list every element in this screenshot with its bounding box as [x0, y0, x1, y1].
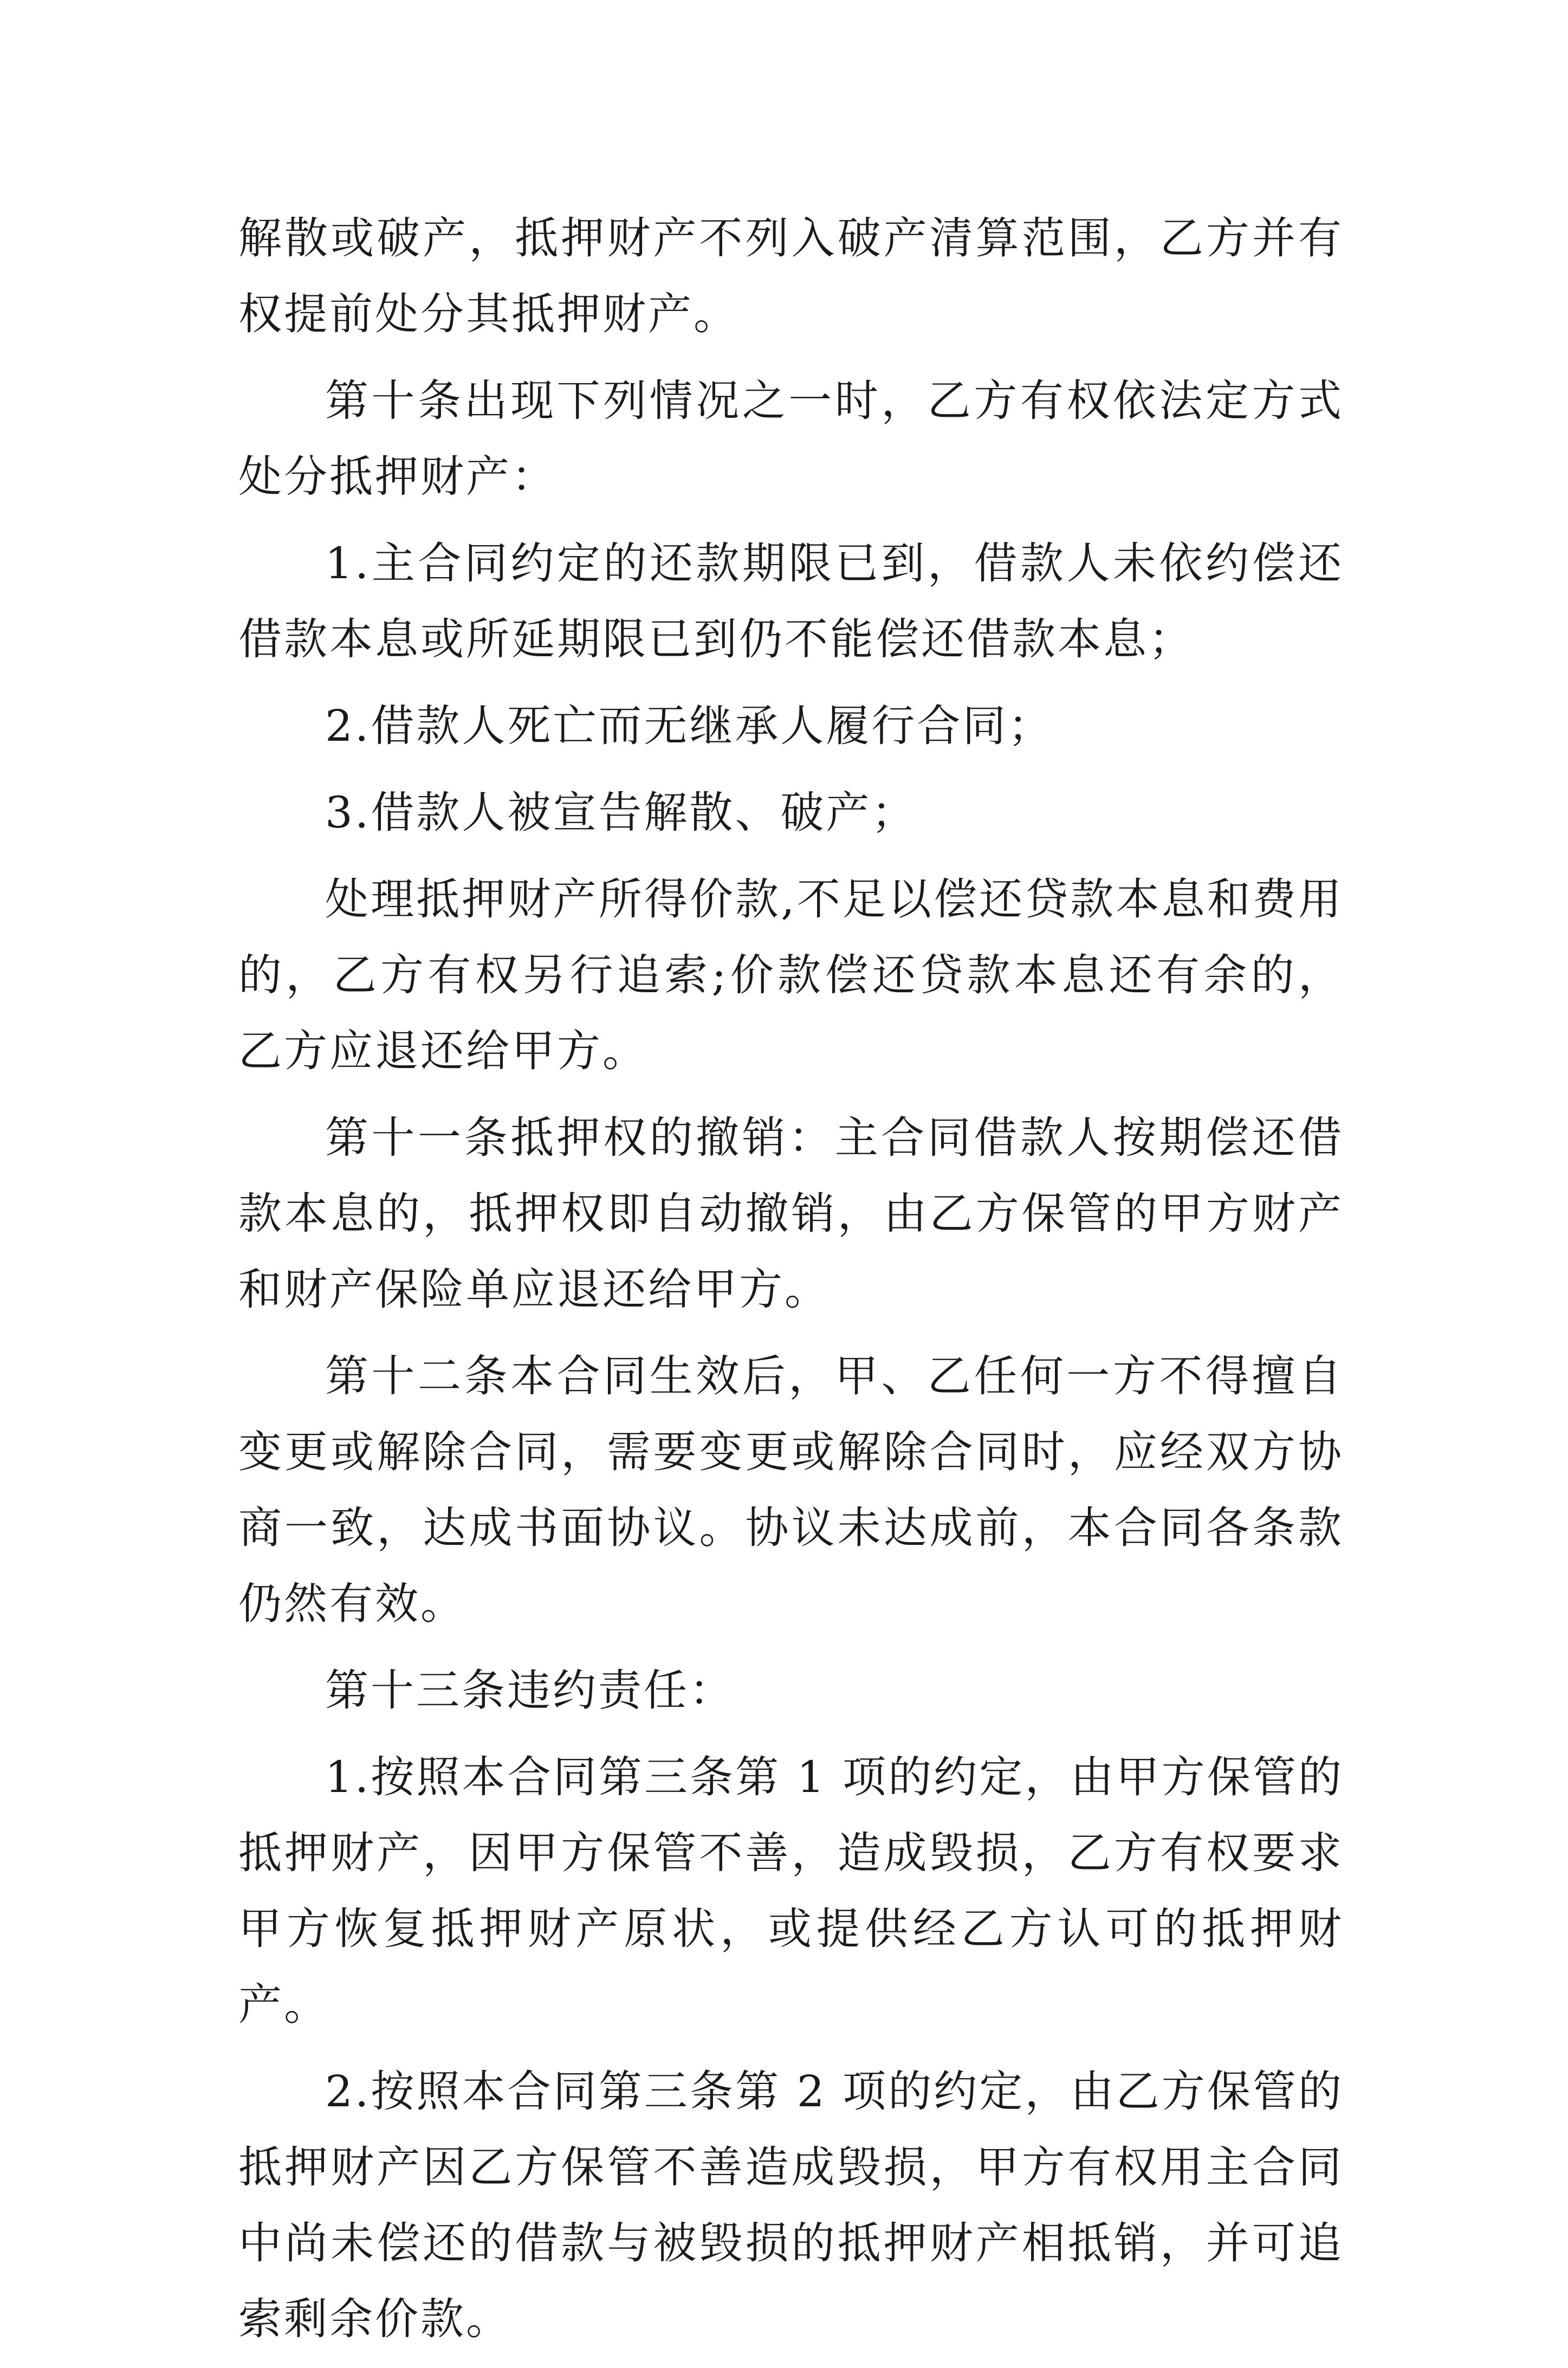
paragraph-article-10-item-2: 2.借款人死亡而无继承人履行合同； [325, 701, 1054, 751]
paragraph-article-13: 第十三条违约责任： [325, 1665, 735, 1716]
paragraph-article-13-item-1: 1.按照本合同第三条第 1 项的约定，由甲方保管的抵押财产，因甲方保管不善，造成毁损，乙方有权要求甲方恢复抵押财产原状，或提供经乙方认可的抵押财产。 [238, 1752, 1344, 2030]
paragraph-dissolution-continued: 解散或破产，抵押财产不列入破产清算范围，乙方并有权提前处分其抵押财产。 [238, 213, 1344, 339]
paragraph-article-11: 第十一条抵押权的撤销：主合同借款人按期偿还借款本息的，抵押权即自动撤销，由乙方保管的甲方财产和财产保险单应退还给甲方。 [238, 1112, 1344, 1315]
paragraph-article-10-item-3: 3.借款人被宣告解散、破产； [325, 787, 917, 838]
paragraph-article-12: 第十二条本合同生效后，甲、乙任何一方不得擅自变更或解除合同，需要变更或解除合同时，应经双方协商一致，达成书面协议。协议未达成前，本合同各条款仍然有效。 [238, 1351, 1344, 1629]
paragraph-article-13-item-2: 2.按照本合同第三条第 2 项的约定，由乙方保管的抵押财产因乙方保管不善造成毁损，甲方有权用主合同中尚未偿还的借款与被毁损的抵押财产相抵销，并可追索剩余价款。 [238, 2066, 1344, 2344]
paragraph-article-10: 第十条出现下列情况之一时，乙方有权依法定方式处分抵押财产： [238, 376, 1344, 502]
paragraph-article-10-item-1: 1.主合同约定的还款期限已到，借款人未依约偿还借款本息或所延期限已到仍不能偿还借款本息； [238, 538, 1344, 664]
document-body [238, 200, 1344, 2368]
paragraph-disposal-proceeds: 处理抵押财产所得价款,不足以偿还贷款本息和费用的，乙方有权另行追索;价款偿还贷款本息还有余的，乙方应退还给甲方。 [238, 874, 1344, 1076]
